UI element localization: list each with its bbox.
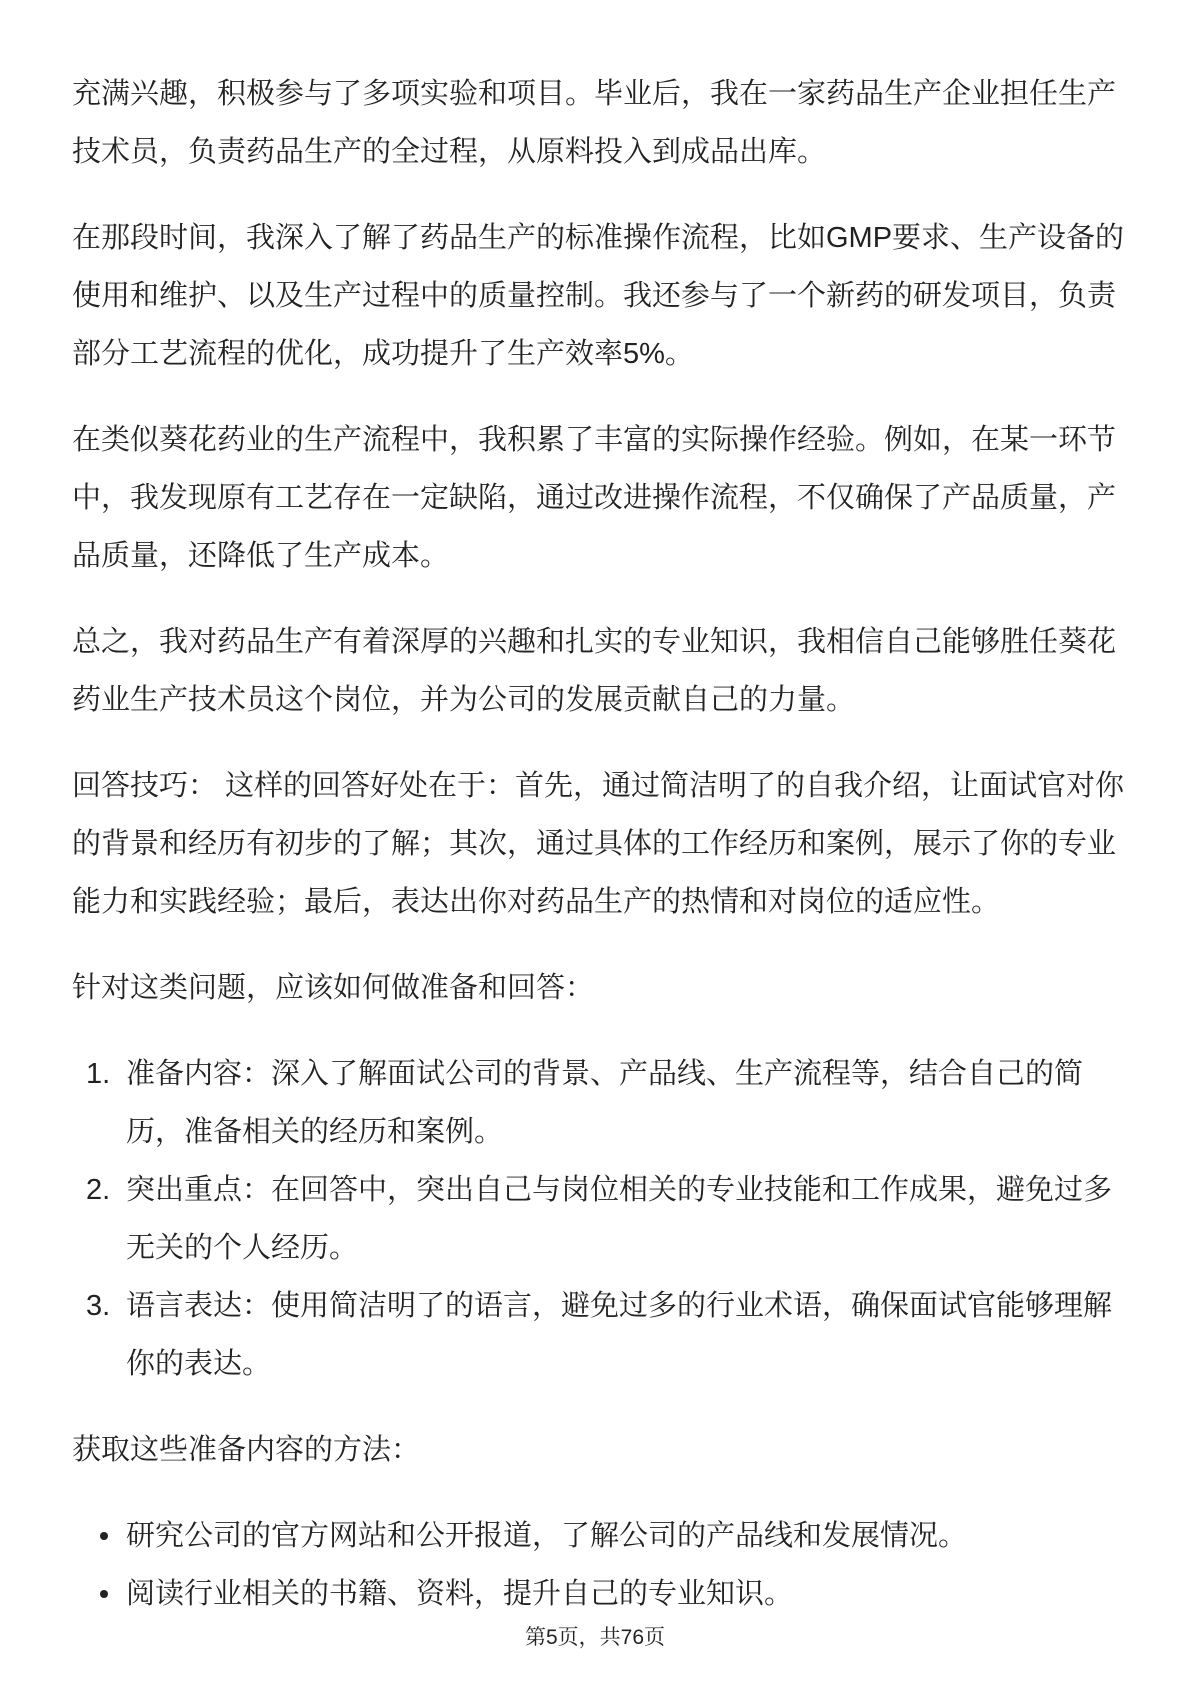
list-item [72,1565,1162,1623]
methods-heading [72,1421,1162,1479]
list-item [72,1161,1162,1277]
list-item [72,1277,1162,1393]
paragraph-experience-intro [72,65,1162,181]
bullet-dot-icon [100,1532,108,1540]
paragraph-line: 中，我发现原有工艺存在一定缺陷，通过改进操作流程，不仅确保了产品质量，产 [72,482,1117,514]
paragraph-line: 总之，我对药品生产有着深厚的兴趣和扎实的专业知识，我相信自己能够胜任葵花 [72,626,1117,658]
prep-heading [72,959,1162,1017]
heading-line: 针对这类问题，应该如何做准备和回答： [72,972,595,1004]
list-item-line: 历，准备相关的经历和案例。 [126,1116,504,1148]
list-item [72,1045,1162,1161]
page-number-footer: 第5页，共76页 [524,1626,666,1649]
list-item-line: 研究公司的官方网站和公开报道，了解公司的产品线和发展情况。 [126,1520,968,1552]
heading-line: 获取这些准备内容的方法： [72,1434,421,1466]
paragraph-line: 药业生产技术员这个岗位，并为公司的发展贡献自己的力量。 [72,684,856,716]
paragraph-line: 在那段时间，我深入了解了药品生产的标准操作流程，比如GMP要求、生产设备的 [72,222,1125,254]
answer-tips [72,757,1162,931]
list-item-line: 突出重点：在回答中，突出自己与岗位相关的专业技能和工作成果，避免过多 [126,1174,1113,1206]
paragraph-process-example [72,411,1162,585]
paragraph-line: 使用和维护、以及生产过程中的质量控制。我还参与了一个新药的研发项目，负责 [72,280,1117,312]
paragraph-line: 技术员，负责药品生产的全过程，从原料投入到成品出库。 [72,136,827,168]
list-number: 1. [86,1058,111,1090]
list-item-line: 阅读行业相关的书籍、资料，提升自己的专业知识。 [126,1578,794,1610]
page-body [72,65,1162,1623]
paragraph-line: 品质量，还降低了生产成本。 [72,540,450,572]
prep-steps-list [72,1045,1162,1393]
paragraph-line: 回答技巧： 这样的回答好处在于：首先，通过简洁明了的自我介绍，让面试官对你 [72,770,1125,802]
bullet-dot-icon [100,1590,108,1598]
methods-list [72,1507,1162,1623]
list-item [72,1507,1162,1565]
paragraph-summary [72,613,1162,729]
list-item-line: 准备内容：深入了解面试公司的背景、产品线、生产流程等，结合自己的简 [126,1058,1084,1090]
paragraph-line: 在类似葵花药业的生产流程中，我积累了丰富的实际操作经验。例如，在某一环节 [72,424,1117,456]
list-item-line: 无关的个人经历。 [126,1232,359,1264]
paragraph-line: 的背景和经历有初步的了解；其次，通过具体的工作经历和案例，展示了你的专业 [72,828,1117,860]
list-number: 2. [86,1174,111,1206]
paragraph-line: 部分工艺流程的优化，成功提升了生产效率5%。 [72,338,694,370]
list-number: 3. [86,1290,111,1322]
paragraph-line: 能力和实践经验；最后，表达出你对药品生产的热情和对岗位的适应性。 [72,886,1001,918]
list-item-line: 语言表达：使用简洁明了的语言，避免过多的行业术语，确保面试官能够理解 [126,1290,1113,1322]
list-item-line: 你的表达。 [126,1348,272,1380]
paragraph-experience-detail [72,209,1162,383]
paragraph-line: 充满兴趣，积极参与了多项实验和项目。毕业后，我在一家药品生产企业担任生产 [72,78,1117,110]
